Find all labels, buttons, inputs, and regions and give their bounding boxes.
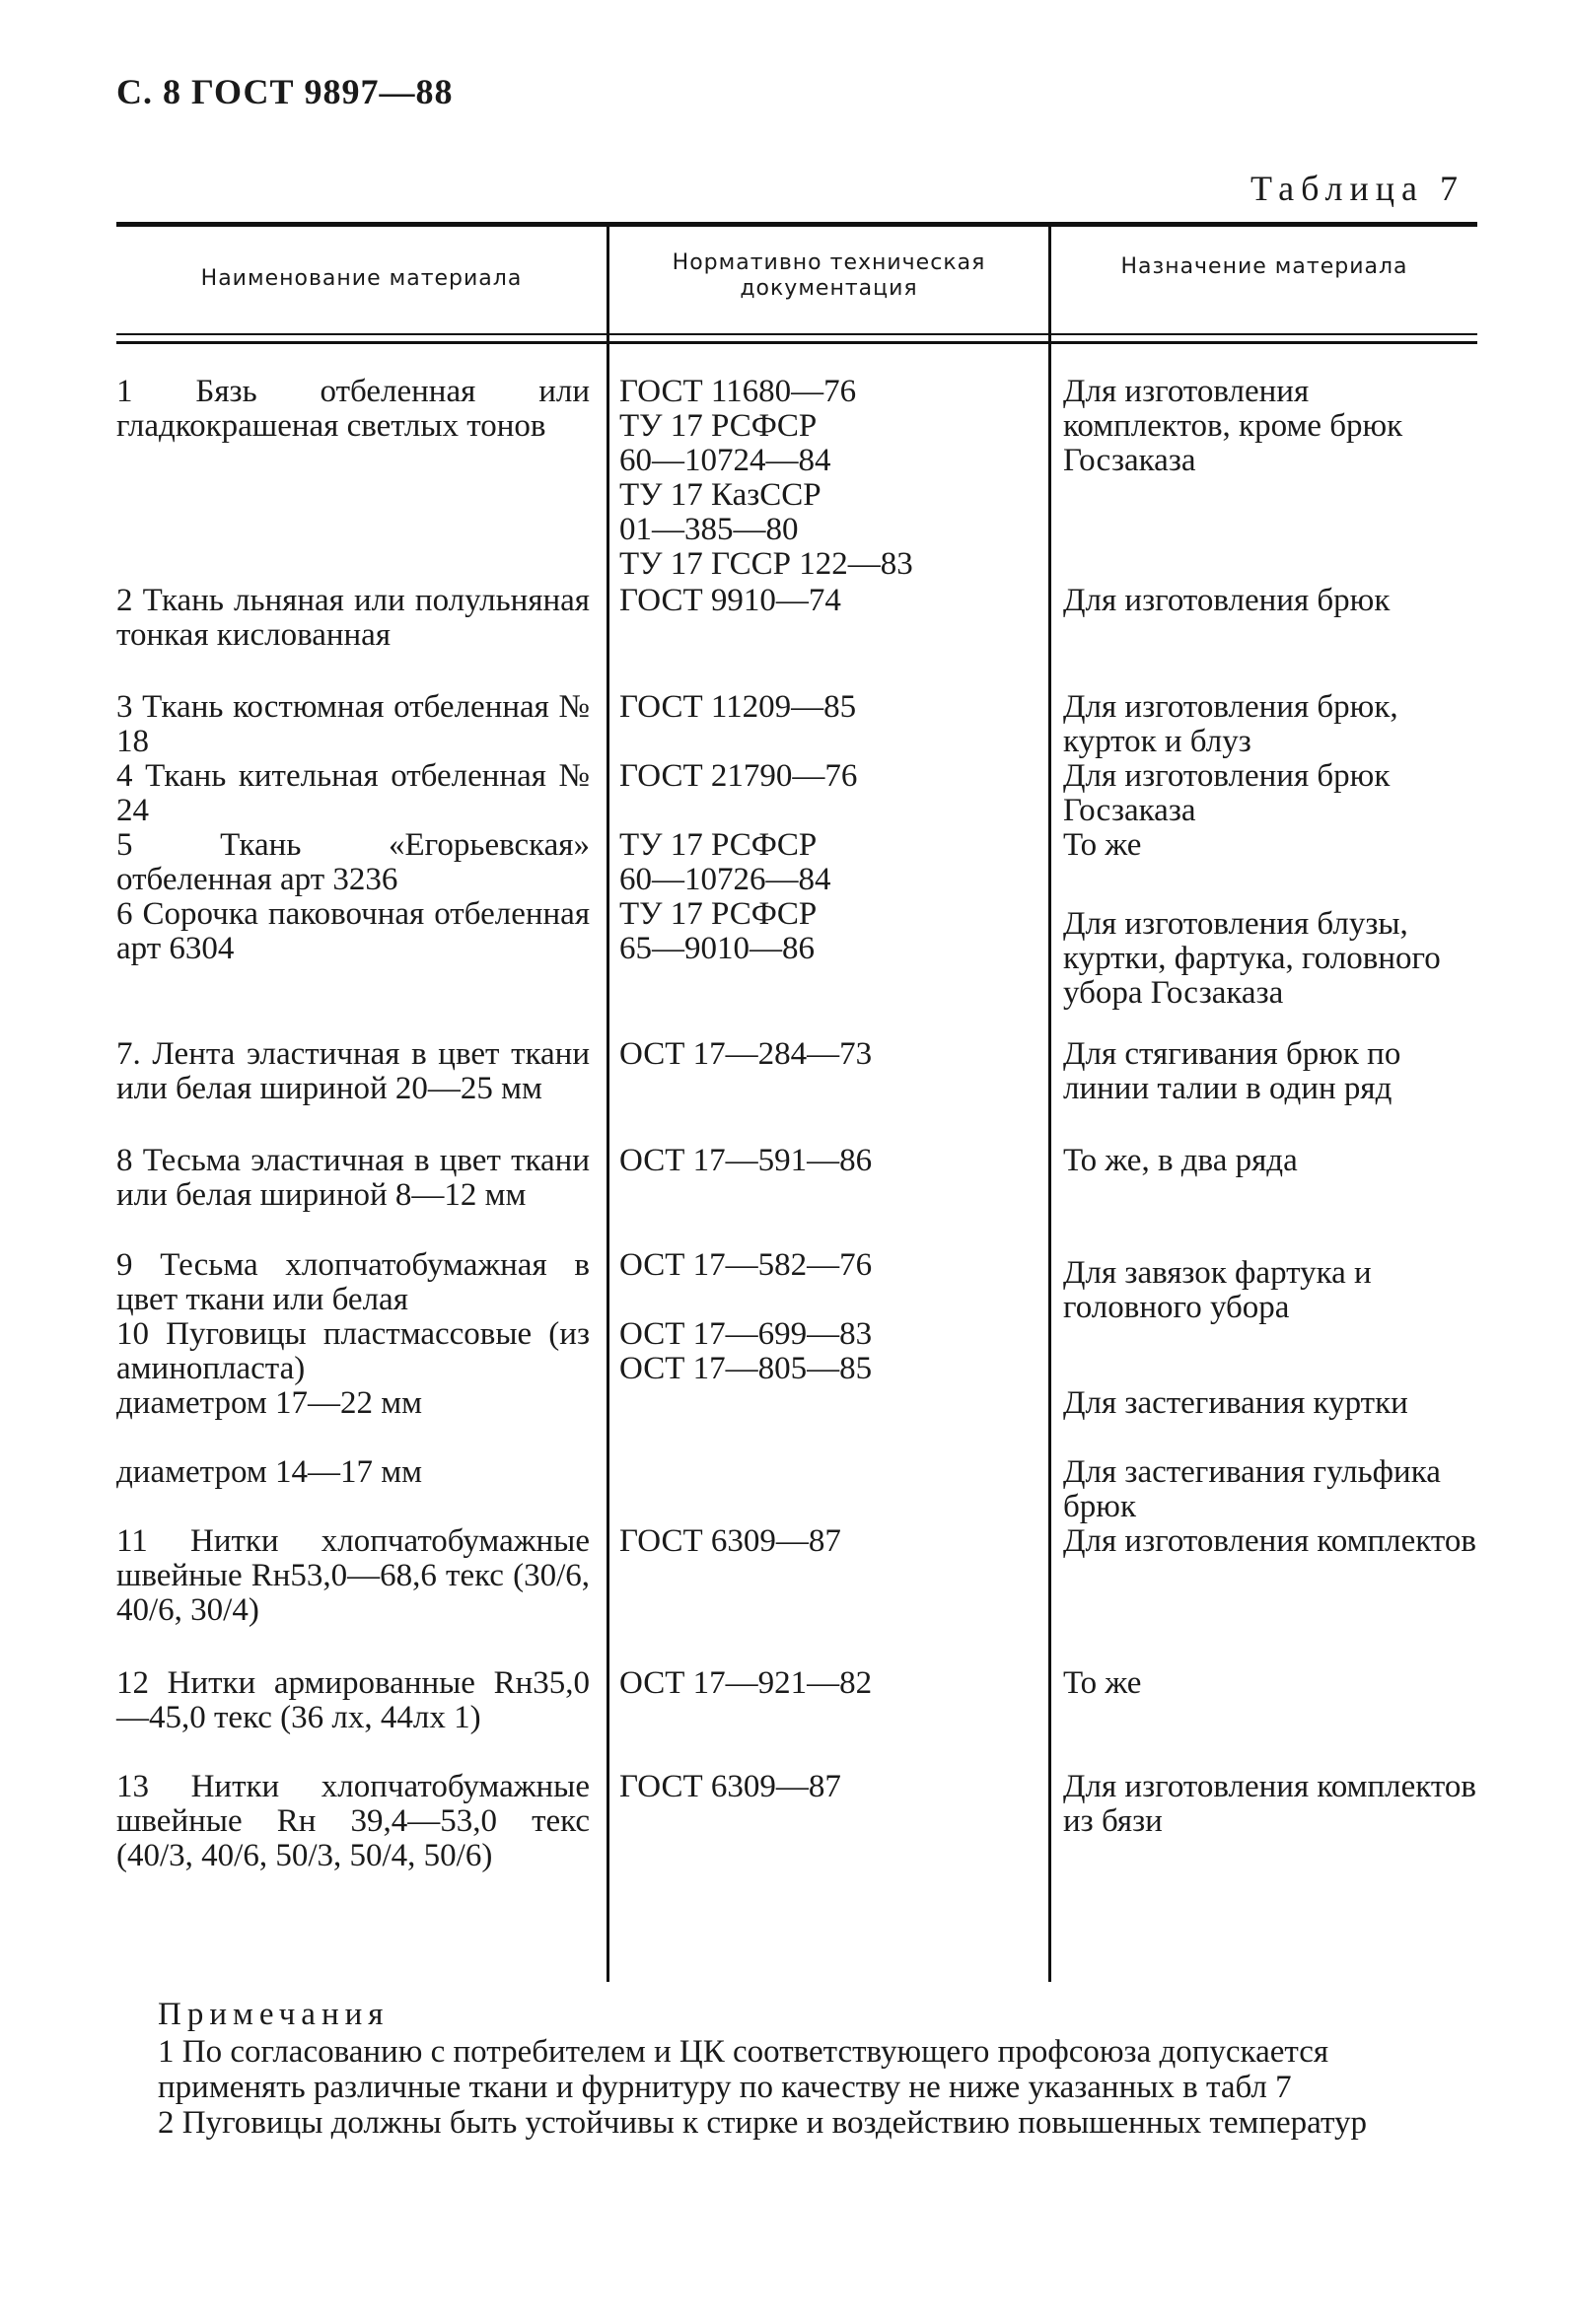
material-cell: 8 Тесьма эластичная в цвет ткани или белая шириной 8—12 мм xyxy=(116,1143,599,1213)
material-cell: 3 Ткань костюмная отбеленная № 18 xyxy=(116,689,599,759)
material-cell: 12 Нитки армированные Rн35,0—45,0 текс (36 лх, 44лх 1) xyxy=(116,1665,590,1735)
doc-cell: ОСТ 17—591—86 xyxy=(619,1143,873,1178)
doc-cell: ГОСТ 11209—85 xyxy=(619,689,857,725)
doc-cell: ОСТ 17—582—76 xyxy=(619,1247,873,1283)
purpose-cell: Для завязок фартука и головного убора xyxy=(1063,1255,1380,1325)
material-cell: 10 Пуговицы пластмассовые (из аминопласта) xyxy=(116,1316,599,1386)
material-cell: 1 Бязь отбеленная или гладкокрашеная светлых тонов xyxy=(116,374,599,444)
purpose-cell: То же xyxy=(1063,827,1142,863)
table-top-rule xyxy=(116,222,1477,227)
doc-cell: ГОСТ 6309—87 xyxy=(619,1769,841,1804)
column-divider-2 xyxy=(1048,225,1051,1982)
purpose-cell: Для застегивания куртки xyxy=(1063,1385,1408,1421)
material-cell: 4 Ткань кительная отбеленная № 24 xyxy=(116,758,599,828)
material-cell: 7. Лента эластичная в цвет ткани или белая шириной 20—25 мм xyxy=(116,1036,599,1106)
notes-title: Примечания xyxy=(158,1997,390,2032)
purpose-cell: Для изготовления комплектов xyxy=(1063,1523,1476,1559)
doc-cell: ОСТ 17—699—83 ОСТ 17—805—85 xyxy=(619,1316,873,1386)
table-caption: Таблица 7 xyxy=(1250,169,1464,208)
column-header-doc: Нормативно техническая документация xyxy=(672,250,986,301)
purpose-cell: Для застегивания гульфика брюк xyxy=(1063,1454,1450,1524)
purpose-cell: Для изготовления блузы, куртки, фартука, головного убора Госзаказа xyxy=(1063,906,1449,1011)
note-item: 2 Пуговицы должны быть устойчивы к стирке и воздействию повышенных температур xyxy=(158,2105,1367,2141)
purpose-cell: То же, в два ряда xyxy=(1063,1143,1298,1178)
purpose-cell: То же xyxy=(1063,1665,1142,1701)
material-cell: диаметром 17—22 мм xyxy=(116,1385,422,1421)
doc-cell: ГОСТ 6309—87 xyxy=(619,1523,841,1559)
doc-cell: ТУ 17 РСФСР 65—9010—86 xyxy=(619,896,818,966)
material-cell: диаметром 14—17 мм xyxy=(116,1454,422,1490)
column-divider-1 xyxy=(607,225,609,1982)
purpose-cell: Для изготовления комплектов, кроме брюк Госзаказа xyxy=(1063,374,1411,478)
purpose-cell: Для изготовления брюк xyxy=(1063,583,1391,618)
material-cell: 6 Сорочка паковочная отбеленная арт 6304 xyxy=(116,896,599,966)
doc-cell: ГОСТ 9910—74 xyxy=(619,583,841,618)
doc-cell: ОСТ 17—921—82 xyxy=(619,1665,873,1701)
doc-cell: ГОСТ 21790—76 xyxy=(619,758,858,794)
doc-cell: ГОСТ 11680—76 ТУ 17 РСФСР 60—10724—84 ТУ 17 КазССР 01—385—80 ТУ 17 ГССР 122—83 xyxy=(619,374,913,582)
column-header-material: Наименование материала xyxy=(200,266,523,291)
notes-section xyxy=(158,1997,1479,2141)
doc-cell: ТУ 17 РСФСР 60—10726—84 xyxy=(619,827,831,897)
header-bottom-rule xyxy=(116,333,1477,335)
purpose-cell: Для изготовления брюк Госзаказа xyxy=(1063,758,1398,828)
note-item: 1 По согласованию с потребителем и ЦК соответствующего профсоюза допускается применять различные ткани и фурнитуру по качеству не ниже указанных в табл 7 xyxy=(158,2034,1329,2105)
doc-cell: ОСТ 17—284—73 xyxy=(619,1036,873,1072)
material-cell: 9 Тесьма хлопчатобумажная в цвет ткани или белая xyxy=(116,1247,599,1317)
material-cell: 11 Нитки хлопчатобумажные швейные Rн53,0—68,6 текс (30/6, 40/6, 30/4) xyxy=(116,1523,599,1628)
purpose-cell: Для изготовления комплектов из бязи xyxy=(1063,1769,1485,1839)
material-cell: 13 Нитки хлопчатобумажные швейные Rн 39,4—53,0 текс (40/3, 40/6, 50/3, 50/4, 50/6) xyxy=(116,1769,599,1873)
purpose-cell: Для изготовления брюк, курток и блуз xyxy=(1063,689,1406,759)
column-header-purpose: Назначение материала xyxy=(1120,254,1408,279)
header-bottom-rule-2 xyxy=(116,341,1477,344)
purpose-cell: Для стягивания брюк по линии талии в один ряд xyxy=(1063,1036,1409,1106)
page-header: С. 8 ГОСТ 9897—88 xyxy=(116,72,454,111)
material-cell: 5 Ткань «Егорьевская» отбеленная арт 3236 xyxy=(116,827,599,897)
material-cell: 2 Ткань льняная или полульняная тонкая кислованная xyxy=(116,583,599,653)
